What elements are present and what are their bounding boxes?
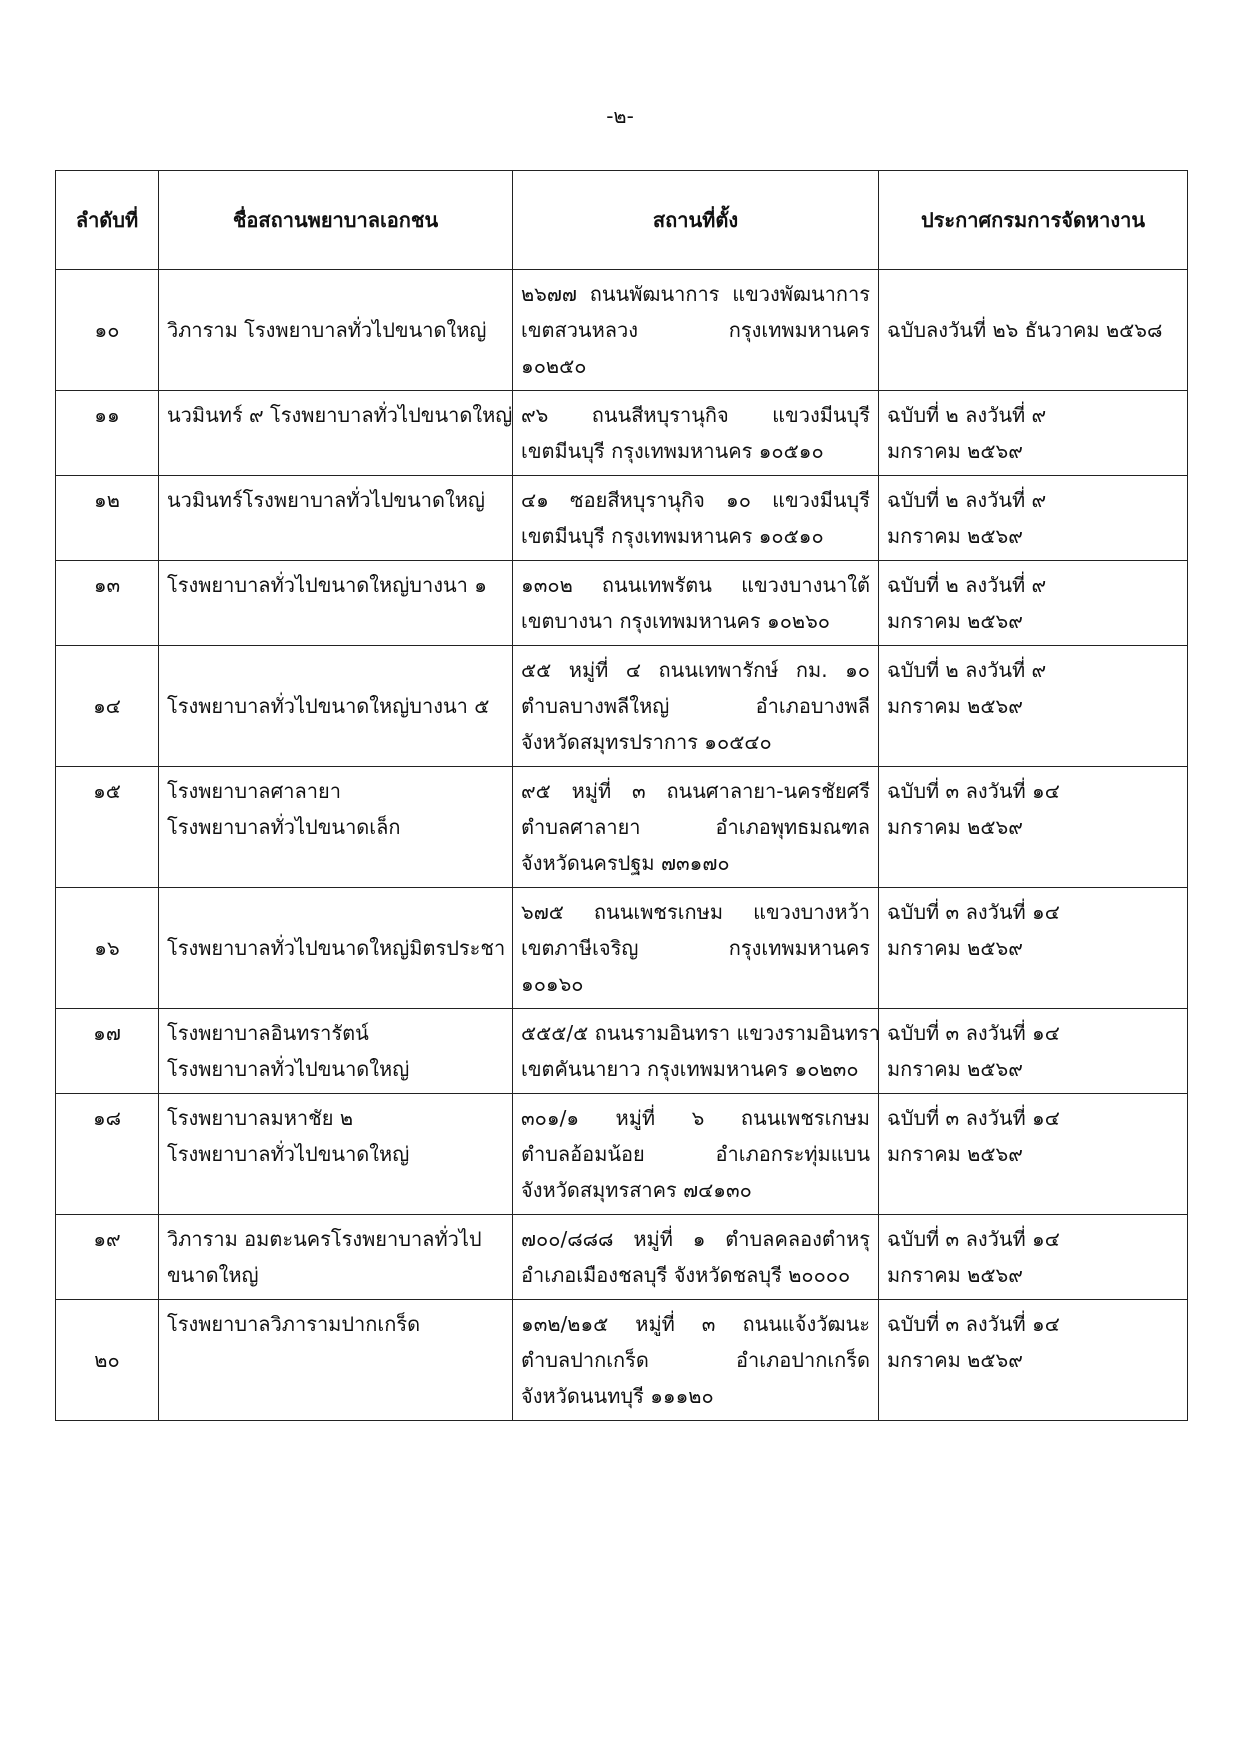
hospital-name-line: โรงพยาบาลทั่วไปขนาดใหญ่มิตรประชา: [167, 936, 506, 960]
hospital-name: [159, 767, 513, 888]
hospital-name: [159, 646, 513, 767]
order-number: [56, 646, 159, 767]
table-row: [56, 1300, 1188, 1421]
announcement: [879, 1215, 1188, 1300]
location-line: อำเภอเมืองชลบุรี จังหวัดชลบุรี ๒๐๐๐๐: [521, 1263, 851, 1287]
table-row: [56, 391, 1188, 476]
hospital-name: [159, 1215, 513, 1300]
order-number: [56, 476, 159, 561]
location-line: ตำบลบางพลีใหญ่ อำเภอบางพลี: [521, 694, 870, 718]
location-line: ๕๕ หมู่ที่ ๔ ถนนเทพารักษ์ กม. ๑๐: [521, 658, 870, 682]
hospital-name: [159, 1300, 513, 1421]
announcement-line: ฉบับลงวันที่ ๒๖ ธันวาคม ๒๕๖๘: [887, 318, 1163, 342]
location-line: ๑๓๐๒ ถนนเทพรัตน แขวงบางนาใต้: [521, 573, 870, 597]
table-header-row: [56, 171, 1188, 270]
hospital-name: [159, 1094, 513, 1215]
hospital-name-line: โรงพยาบาลอินทรารัตน์: [167, 1021, 369, 1045]
announcement-line: มกราคม ๒๕๖๙: [887, 524, 1023, 548]
table-row: [56, 767, 1188, 888]
order-number: [56, 1215, 159, 1300]
order-number-text: ๑๕: [93, 779, 121, 803]
hospital-name-line: โรงพยาบาลทั่วไปขนาดใหญ่: [167, 1142, 410, 1166]
hospital-name-line: โรงพยาบาลทั่วไปขนาดใหญ่บางนา ๑: [167, 573, 487, 597]
location-line: ๒๖๗๗ ถนนพัฒนาการ แขวงพัฒนาการ: [521, 282, 870, 306]
announcement: [879, 888, 1188, 1009]
order-number: [56, 1094, 159, 1215]
hospital-name: [159, 476, 513, 561]
announcement-line: ฉบับที่ ๓ ลงวันที่ ๑๔: [887, 779, 1060, 803]
announcement-line: ฉบับที่ ๒ ลงวันที่ ๙: [887, 573, 1047, 597]
announcement-line: มกราคม ๒๕๖๙: [887, 1057, 1023, 1081]
order-number: [56, 888, 159, 1009]
hospital-location: [513, 767, 879, 888]
header-hospital-name: ชื่อสถานพยาบาลเอกชน: [159, 171, 513, 270]
announcement: [879, 1009, 1188, 1094]
hospital-name: [159, 888, 513, 1009]
order-number: [56, 1300, 159, 1421]
order-number-text: ๑๓: [93, 573, 121, 597]
table-row: [56, 561, 1188, 646]
announcement-line: ฉบับที่ ๓ ลงวันที่ ๑๔: [887, 1312, 1060, 1336]
location-line: ๓๐๑/๑ หมู่ที่ ๖ ถนนเพชรเกษม: [521, 1106, 870, 1130]
location-line: ๑๐๑๖๐: [521, 972, 584, 996]
table-row: [56, 1009, 1188, 1094]
table-row: [56, 1215, 1188, 1300]
announcement-line: ฉบับที่ ๒ ลงวันที่ ๙: [887, 488, 1047, 512]
location-line: ๕๕๕/๕ ถนนรามอินทรา แขวงรามอินทรา: [521, 1021, 881, 1045]
announcement-line: ฉบับที่ ๒ ลงวันที่ ๙: [887, 658, 1047, 682]
hospital-name-line: โรงพยาบาลศาลายา: [167, 779, 341, 803]
announcement: [879, 1300, 1188, 1421]
location-line: ๙๖ ถนนสีหบุรานุกิจ แขวงมีนบุรี: [521, 403, 870, 427]
announcement-line: มกราคม ๒๕๖๙: [887, 1263, 1023, 1287]
order-number-text: ๑๗: [93, 1021, 121, 1045]
location-line: เขตมีนบุรี กรุงเทพมหานคร ๑๐๕๑๐: [521, 439, 824, 463]
announcement: [879, 1094, 1188, 1215]
order-number: [56, 391, 159, 476]
hospital-name-line: โรงพยาบาลทั่วไปขนาดเล็ก: [167, 815, 401, 839]
announcement-line: มกราคม ๒๕๖๙: [887, 936, 1023, 960]
hospital-location: [513, 888, 879, 1009]
location-line: ตำบลศาลายา อำเภอพุทธมณฑล: [521, 815, 870, 839]
location-line: ๖๗๕ ถนนเพชรเกษม แขวงบางหว้า: [521, 900, 870, 924]
hospital-location: [513, 1009, 879, 1094]
announcement-line: มกราคม ๒๕๖๙: [887, 815, 1023, 839]
location-line: ๑๓๒/๒๑๕ หมู่ที่ ๓ ถนนแจ้งวัฒนะ: [521, 1312, 870, 1336]
announcement-line: มกราคม ๒๕๖๙: [887, 694, 1023, 718]
hospital-name-line: ขนาดใหญ่: [167, 1263, 259, 1287]
location-line: ตำบลอ้อมน้อย อำเภอกระทุ่มแบน: [521, 1142, 870, 1166]
table-row: [56, 476, 1188, 561]
order-number-text: ๑๐: [94, 318, 120, 342]
order-number: [56, 561, 159, 646]
hospital-location: [513, 561, 879, 646]
location-line: เขตบางนา กรุงเทพมหานคร ๑๐๒๖๐: [521, 609, 831, 633]
table-row: [56, 270, 1188, 391]
location-line: ตำบลปากเกร็ด อำเภอปากเกร็ด: [521, 1348, 870, 1372]
hospital-name: [159, 391, 513, 476]
announcement: [879, 767, 1188, 888]
hospital-name-line: โรงพยาบาลทั่วไปขนาดใหญ่: [167, 1057, 410, 1081]
order-number-text: ๑๙: [93, 1227, 121, 1251]
location-line: เขตภาษีเจริญ กรุงเทพมหานคร: [521, 936, 870, 960]
hospital-location: [513, 646, 879, 767]
header-announcement: ประกาศกรมการจัดหางาน: [879, 171, 1188, 270]
page-number: -๒-: [606, 104, 634, 128]
hospital-location: [513, 1094, 879, 1215]
location-line: จังหวัดนครปฐม ๗๓๑๗๐: [521, 851, 730, 875]
announcement-line: ฉบับที่ ๓ ลงวันที่ ๑๔: [887, 1106, 1060, 1130]
announcement: [879, 270, 1188, 391]
location-line: เขตสวนหลวง กรุงเทพมหานคร: [521, 318, 870, 342]
announcement-line: มกราคม ๒๕๖๙: [887, 609, 1023, 633]
hospital-table: [55, 170, 1188, 1421]
table-row: [56, 646, 1188, 767]
announcement: [879, 476, 1188, 561]
header-location: สถานที่ตั้ง: [513, 171, 879, 270]
header-order: ลำดับที่: [56, 171, 159, 270]
announcement-line: ฉบับที่ ๓ ลงวันที่ ๑๔: [887, 900, 1060, 924]
order-number: [56, 767, 159, 888]
announcement-line: มกราคม ๒๕๖๙: [887, 1348, 1023, 1372]
hospital-name-line: นวมินทร์โรงพยาบาลทั่วไปขนาดใหญ่: [167, 488, 485, 512]
table-row: [56, 888, 1188, 1009]
order-number-text: ๑๘: [92, 1106, 122, 1130]
hospital-name-line: วิภาราม โรงพยาบาลทั่วไปขนาดใหญ่: [167, 318, 487, 342]
order-number: [56, 270, 159, 391]
hospital-location: [513, 1215, 879, 1300]
order-number: [56, 1009, 159, 1094]
hospital-name-line: นวมินทร์ ๙ โรงพยาบาลทั่วไปขนาดใหญ่: [167, 403, 513, 427]
hospital-location: [513, 270, 879, 391]
announcement-line: ฉบับที่ ๓ ลงวันที่ ๑๔: [887, 1021, 1060, 1045]
announcement: [879, 391, 1188, 476]
order-number-text: ๒๐: [94, 1348, 120, 1372]
announcement: [879, 646, 1188, 767]
location-line: เขตมีนบุรี กรุงเทพมหานคร ๑๐๕๑๐: [521, 524, 824, 548]
announcement-line: ฉบับที่ ๓ ลงวันที่ ๑๔: [887, 1227, 1060, 1251]
hospital-location: [513, 391, 879, 476]
location-line: จังหวัดสมุทรปราการ ๑๐๕๔๐: [521, 730, 772, 754]
location-line: จังหวัดสมุทรสาคร ๗๔๑๓๐: [521, 1178, 752, 1202]
announcement-line: มกราคม ๒๕๖๙: [887, 439, 1023, 463]
order-number-text: ๑๔: [93, 694, 121, 718]
order-number-text: ๑๖: [94, 936, 120, 960]
hospital-name: [159, 1009, 513, 1094]
hospital-name: [159, 270, 513, 391]
hospital-name-line: โรงพยาบาลมหาชัย ๒: [167, 1106, 353, 1130]
location-line: ๗๐๐/๘๘๘ หมู่ที่ ๑ ตำบลคลองตำหรุ: [521, 1227, 870, 1251]
table-row: [56, 1094, 1188, 1215]
hospital-location: [513, 476, 879, 561]
location-line: เขตคันนายาว กรุงเทพมหานคร ๑๐๒๓๐: [521, 1057, 859, 1081]
hospital-name-line: โรงพยาบาลทั่วไปขนาดใหญ่บางนา ๕: [167, 694, 490, 718]
location-line: จังหวัดนนทบุรี ๑๑๑๒๐: [521, 1384, 714, 1408]
order-number-text: ๑๑: [94, 403, 120, 427]
location-line: ๙๕ หมู่ที่ ๓ ถนนศาลายา-นครชัยศรี: [521, 779, 870, 803]
announcement-line: มกราคม ๒๕๖๙: [887, 1142, 1023, 1166]
order-number-text: ๑๒: [94, 488, 120, 512]
hospital-name-line: โรงพยาบาลวิภารามปากเกร็ด: [167, 1312, 421, 1336]
hospital-name: [159, 561, 513, 646]
location-line: ๑๐๒๕๐: [521, 354, 587, 378]
location-line: ๔๑ ซอยสีหบุรานุกิจ ๑๐ แขวงมีนบุรี: [521, 488, 870, 512]
hospital-location: [513, 1300, 879, 1421]
announcement: [879, 561, 1188, 646]
announcement-line: ฉบับที่ ๒ ลงวันที่ ๙: [887, 403, 1047, 427]
hospital-name-line: วิภาราม อมตะนครโรงพยาบาลทั่วไป: [167, 1227, 482, 1251]
